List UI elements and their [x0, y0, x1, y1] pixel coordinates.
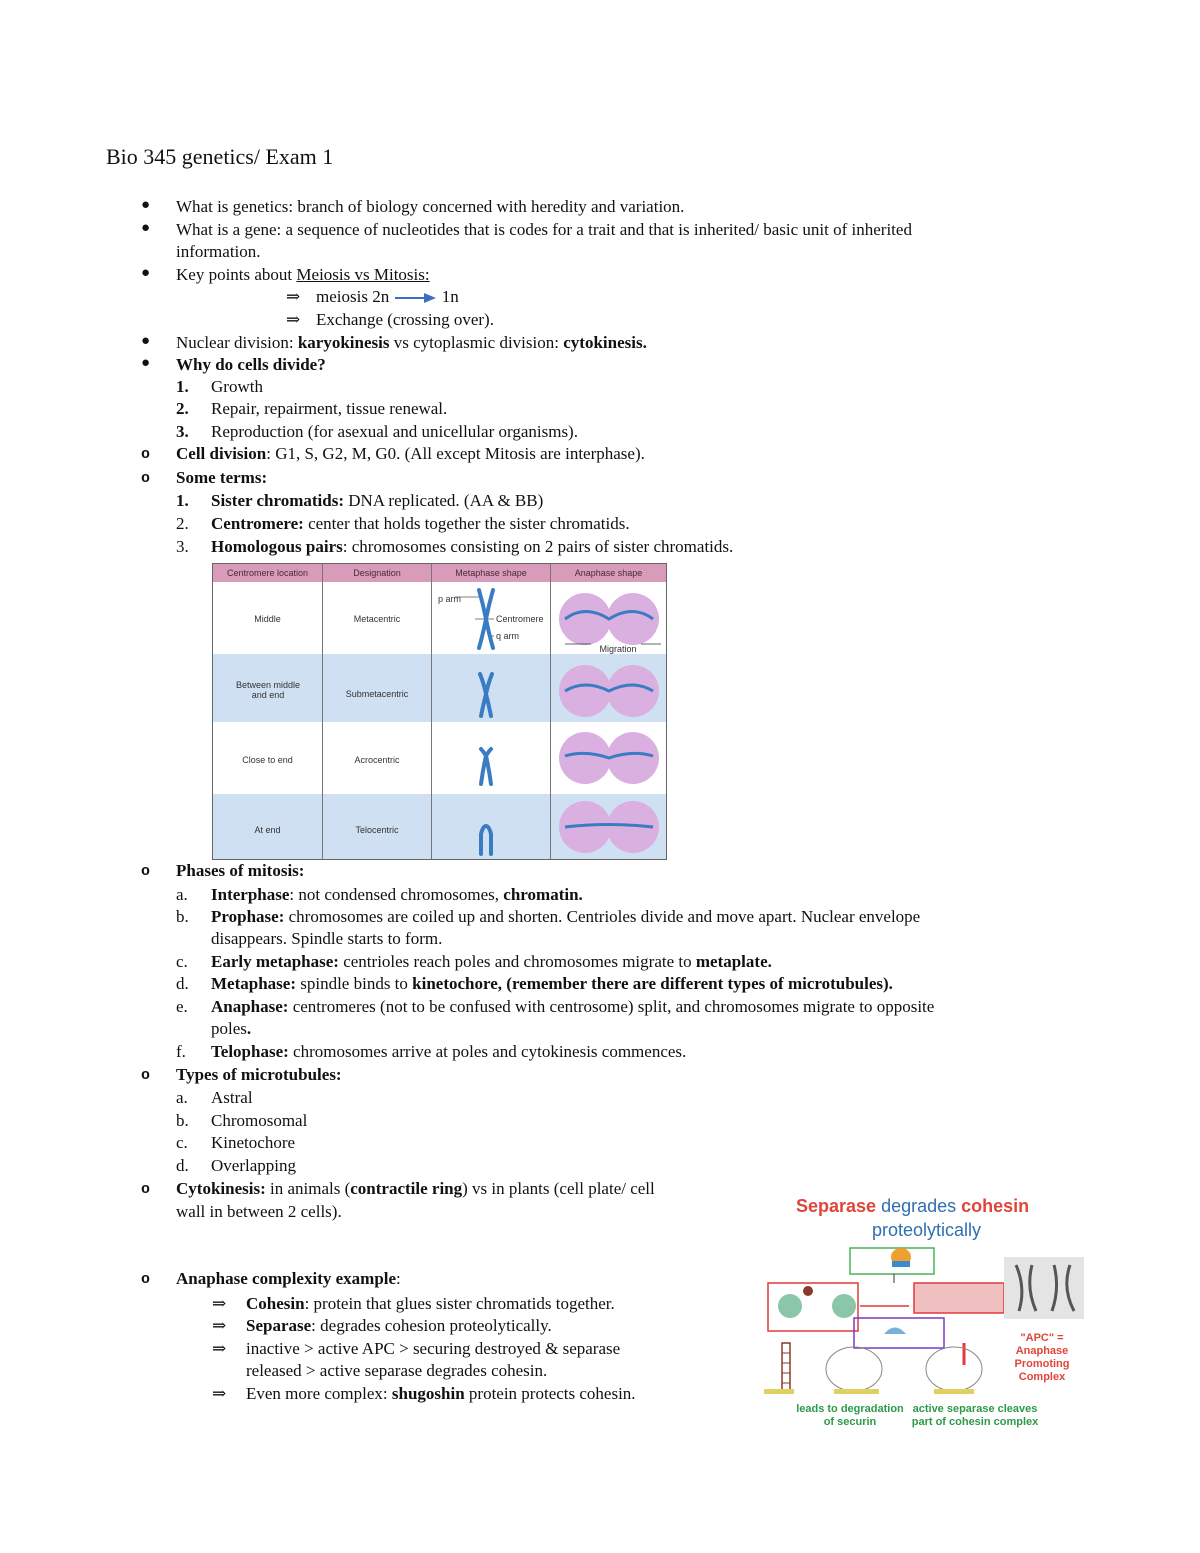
phase-metaphase: Metaphase: spindle binds to kinetochore, (remember there are different types of microtubules).	[211, 974, 893, 993]
list-item: Astral	[211, 1088, 253, 1107]
list-item: Repair, repairment, tissue renewal.	[211, 399, 448, 418]
cohesin-line: Cohesin: protein that glues sister chromatids together.	[246, 1294, 615, 1313]
phases-heading: Phases of mitosis:	[176, 861, 305, 880]
cytokinesis-line-cont: wall in between 2 cells).	[176, 1202, 342, 1221]
submetacentric-chromosome-icon	[480, 674, 492, 716]
circle-bullet-icon: o	[141, 446, 151, 463]
figure-title: Separase degrades cohesin	[796, 1196, 1030, 1216]
table-cell-location: Middle	[254, 614, 281, 624]
list-letter: b.	[176, 1111, 189, 1130]
table-cell-designation: Telocentric	[355, 825, 399, 835]
table-cell-designation: Acrocentric	[354, 755, 400, 765]
implies-arrow-icon: ⇒	[212, 1316, 227, 1335]
list-letter: c.	[176, 1133, 188, 1152]
list-letter: a.	[176, 1088, 188, 1107]
separase-line: Separase: degrades cohesion proteolytically.	[246, 1316, 552, 1335]
some-terms-heading: Some terms:	[176, 468, 268, 487]
right-arrow-icon	[393, 292, 437, 304]
shugoshin-line: Even more complex: shugoshin protein protects cohesin.	[246, 1384, 636, 1403]
phase-telophase: Telophase: chromosomes arrive at poles and cytokinesis commences.	[211, 1042, 687, 1061]
chromosome-drawings	[213, 564, 666, 859]
table-cell-designation: Submetacentric	[345, 689, 409, 699]
circle-bullet-icon: o	[141, 1067, 151, 1084]
circle-bullet-icon: o	[141, 1271, 151, 1288]
implies-arrow-icon: ⇒	[286, 287, 301, 306]
list-number: 1.	[176, 491, 189, 510]
list-number: 2.	[176, 399, 189, 418]
term-homologous-pairs: Homologous pairs: chromosomes consisting on 2 pairs of sister chromatids.	[211, 537, 734, 556]
exchange-line: Exchange (crossing over).	[316, 310, 494, 329]
nuclear-division: Nuclear division: karyokinesis vs cytoplasmic division: cytokinesis.	[176, 333, 647, 352]
separase-figure	[764, 1193, 1084, 1433]
apc-definition: "APC" = Anaphase Promoting Complex	[1014, 1332, 1070, 1383]
bullet-icon: ●	[141, 333, 151, 349]
list-number: 1.	[176, 377, 189, 396]
apc-line: inactive > active APC > securing destroyed & separase	[246, 1339, 621, 1358]
bullet-icon: ●	[141, 197, 151, 213]
centromere-table-figure	[212, 563, 667, 860]
bullet-icon: ●	[141, 265, 151, 281]
term-centromere: Centromere: center that holds together the sister chromatids.	[211, 514, 630, 533]
list-letter: e.	[176, 997, 188, 1016]
list-number: 3.	[176, 537, 189, 556]
list-letter: c.	[176, 952, 188, 971]
term-sister-chromatids: Sister chromatids: DNA replicated. (AA & BB)	[211, 491, 544, 510]
acrocentric-chromosome-icon	[481, 749, 491, 784]
apc-line-cont: released > active separase degrades cohesin.	[246, 1361, 548, 1380]
key-points: Key points about Meiosis vs Mitosis:	[176, 265, 430, 284]
list-item: Kinetochore	[211, 1133, 296, 1152]
page-title: Bio 345 genetics/ Exam 1	[106, 144, 334, 169]
telocentric-chromosome-icon	[481, 826, 491, 854]
list-item: Overlapping	[211, 1156, 296, 1175]
table-header: Designation	[323, 564, 431, 582]
figure-caption-left: leads to degradation of securin	[796, 1403, 904, 1428]
list-letter: d.	[176, 1156, 189, 1175]
phase-prophase-cont: disappears. Spindle starts to form.	[211, 929, 443, 948]
list-letter: a.	[176, 885, 188, 904]
list-letter: f.	[176, 1042, 186, 1061]
circle-bullet-icon: o	[141, 863, 151, 880]
anaphase-cell-icon	[559, 665, 659, 717]
figure-subtitle: proteolytically	[872, 1220, 982, 1240]
list-number: 2.	[176, 514, 189, 533]
circle-bullet-icon: o	[141, 1181, 151, 1198]
implies-arrow-icon: ⇒	[212, 1294, 227, 1313]
phase-anaphase-cont: poles.	[211, 1019, 252, 1038]
circle-bullet-icon: o	[141, 470, 151, 487]
anaphase-cell-icon	[559, 732, 659, 784]
phase-interphase: Interphase: not condensed chromosomes, chromatin.	[211, 885, 583, 904]
phase-early-metaphase: Early metaphase: centrioles reach poles and chromosomes migrate to metaplate.	[211, 952, 772, 971]
why-divide-heading: Why do cells divide?	[176, 355, 326, 374]
figure-caption-right: active separase cleaves part of cohesin complex	[911, 1403, 1039, 1428]
gene-definition: What is a gene: a sequence of nucleotides that is codes for a trait and that is inherited/ basic unit of inherited	[176, 220, 912, 239]
list-item: Chromosomal	[211, 1111, 308, 1130]
bullet-icon: ●	[141, 355, 151, 371]
migration-label: Migration	[599, 644, 637, 654]
table-header: Anaphase shape	[551, 564, 666, 582]
p-arm-label: p arm	[438, 594, 462, 604]
centromere-label: Centromere	[496, 614, 544, 624]
q-arm-label: q arm	[496, 631, 520, 641]
table-header: Metaphase shape	[432, 564, 550, 582]
cytokinesis-line: Cytokinesis: in animals (contractile ring) vs in plants (cell plate/ cell	[176, 1179, 655, 1198]
table-cell-location: At end	[254, 825, 281, 835]
genetics-definition: What is genetics: branch of biology concerned with heredity and variation.	[176, 197, 685, 216]
table-header: Centromere location	[213, 564, 322, 582]
implies-arrow-icon: ⇒	[286, 310, 301, 329]
table-cell-location: Between middle and end	[235, 680, 301, 700]
table-cell-location: Close to end	[242, 755, 293, 765]
meiosis-line: meiosis 2n 1n	[316, 287, 459, 306]
anaphase-complexity-heading: Anaphase complexity example:	[176, 1269, 401, 1288]
gene-definition-cont: information.	[176, 242, 261, 261]
cell-division: Cell division: G1, S, G2, M, G0. (All except Mitosis are interphase).	[176, 444, 645, 463]
list-number: 3.	[176, 422, 189, 441]
table-cell-designation: Metacentric	[353, 614, 401, 624]
microtubules-heading: Types of microtubules:	[176, 1065, 342, 1084]
list-letter: d.	[176, 974, 189, 993]
list-letter: b.	[176, 907, 189, 926]
anaphase-cell-icon	[559, 593, 661, 645]
anaphase-cell-icon	[559, 801, 659, 853]
phase-anaphase: Anaphase: centromeres (not to be confused with centrosome) split, and chromosomes migrate to opposite	[211, 997, 935, 1016]
list-item: Growth	[211, 377, 263, 396]
list-item: Reproduction (for asexual and unicellular organisms).	[211, 422, 578, 441]
implies-arrow-icon: ⇒	[212, 1339, 227, 1358]
implies-arrow-icon: ⇒	[212, 1384, 227, 1403]
bullet-icon: ●	[141, 220, 151, 236]
phase-prophase: Prophase: chromosomes are coiled up and shorten. Centrioles divide and move apart. Nuclear envelope	[211, 907, 921, 926]
